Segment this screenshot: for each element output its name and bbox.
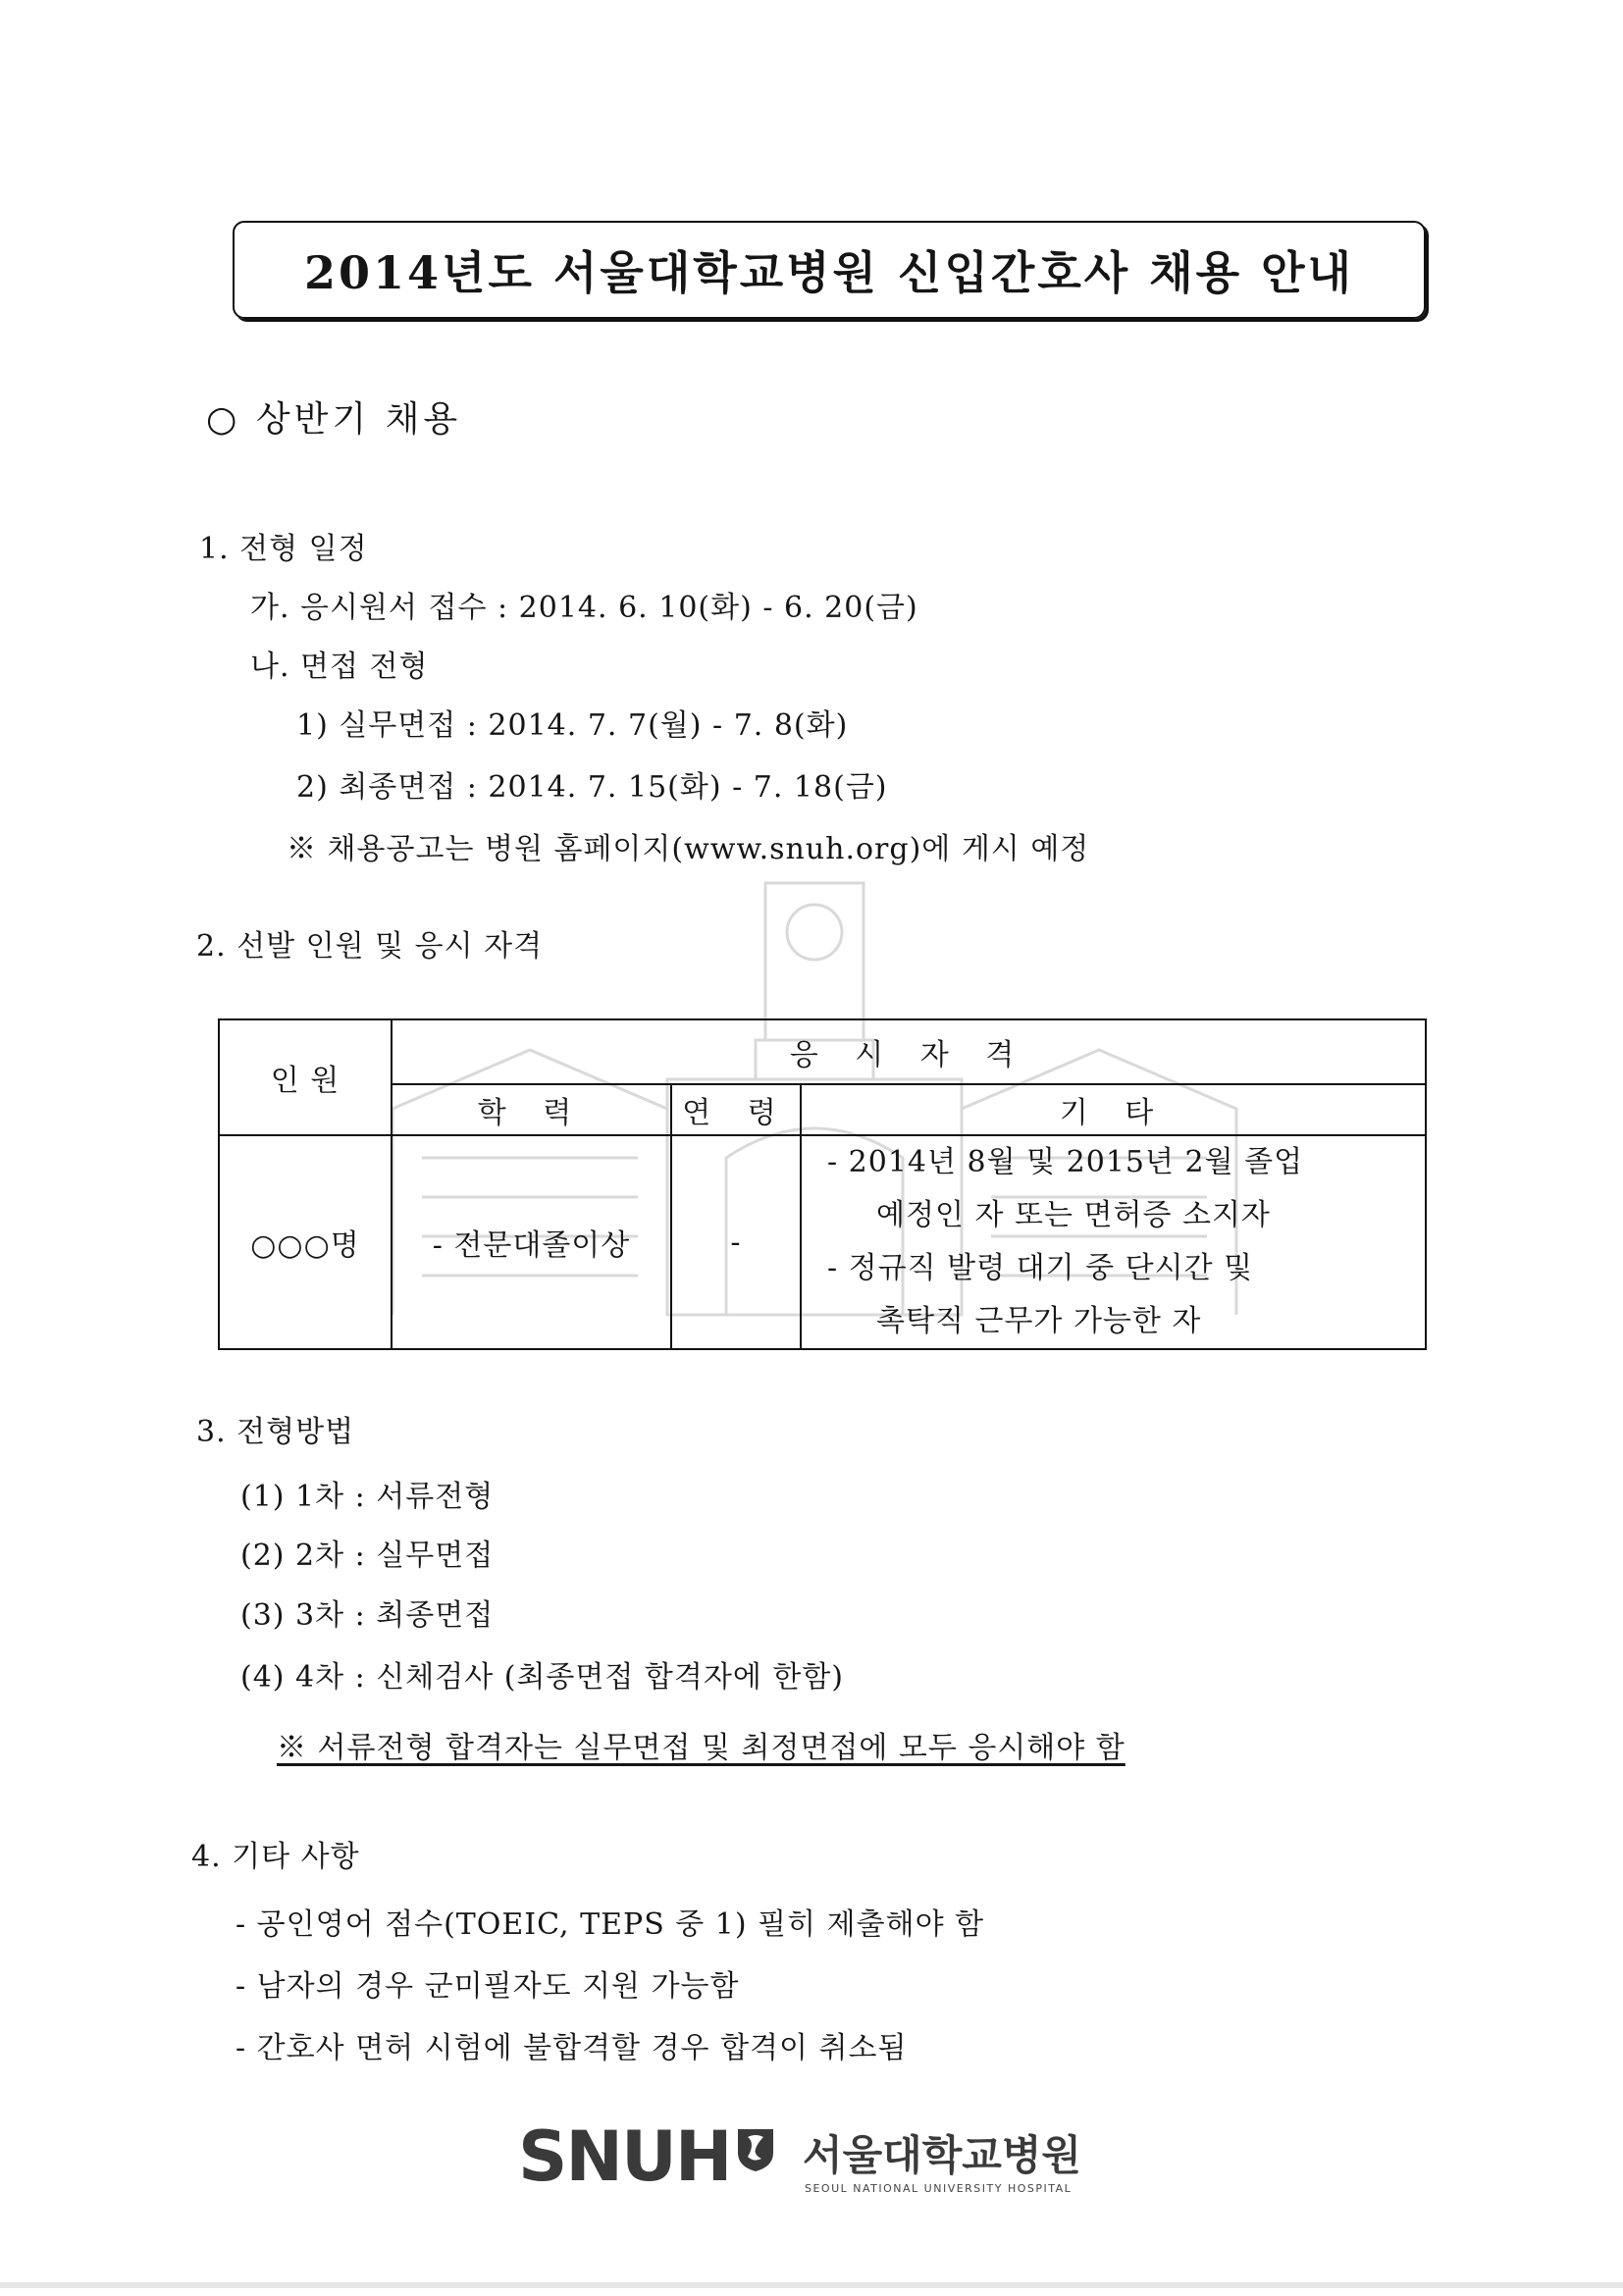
- section-heading: ○ 상반기 채용: [206, 399, 462, 440]
- header-education: 학 력: [392, 1084, 671, 1135]
- scan-edge-divider: [0, 2282, 1623, 2288]
- header-other: 기 타: [801, 1084, 1426, 1135]
- method-heading: 3. 전형방법: [196, 1415, 355, 1449]
- misc-heading: 4. 기타 사항: [191, 1840, 360, 1874]
- qualification-table: [218, 1018, 1427, 1350]
- logo-korean-name: 서울대학교병원: [803, 2131, 1082, 2179]
- age-cell: -: [671, 1135, 801, 1349]
- snuh-emblem-icon: [736, 2127, 775, 2172]
- table-row: [219, 1135, 1426, 1349]
- method-step: (2) 2차 : 실무면접: [240, 1539, 495, 1573]
- page-title: 2014년도 서울대학교병원 신입간호사 채용 안내: [304, 246, 1354, 299]
- other-line: - 정규직 발령 대기 중 단시간 및: [827, 1251, 1254, 1285]
- other-cell: [801, 1135, 1426, 1349]
- posting-notice: ※ 채용공고는 병원 홈페이지(www.snuh.org)에 게시 예정: [287, 832, 1090, 866]
- final-interview-date: 2) 최종면접 : 2014. 7. 15(화) - 7. 18(금): [296, 770, 888, 805]
- interview-heading: 나. 면접 전형: [250, 650, 429, 684]
- header-age: 연 령: [671, 1084, 801, 1135]
- method-step: (4) 4차 : 신체검사 (최종면접 합격자에 한함): [240, 1660, 845, 1695]
- misc-item: - 간호사 면허 시험에 불합격할 경우 합격이 취소됨: [236, 2031, 908, 2065]
- misc-item: - 공인영어 점수(TOEIC, TEPS 중 1) 필히 제출해야 함: [236, 1907, 985, 1942]
- method-note: ※ 서류전형 합격자는 실무면접 및 최정면접에 모두 응시해야 함: [277, 1731, 1126, 1765]
- header-headcount: 인 원: [219, 1019, 392, 1135]
- application-period: 가. 응시원서 접수 : 2014. 6. 10(화) - 6. 20(금): [250, 591, 918, 625]
- method-step: (1) 1차 : 서류전형: [240, 1480, 495, 1514]
- logo-english-name: SEOUL NATIONAL UNIVERSITY HOSPITAL: [805, 2182, 1073, 2195]
- other-line: 예정인 자 또는 면허증 소지자: [876, 1198, 1271, 1232]
- practical-interview-date: 1) 실무면접 : 2014. 7. 7(월) - 7. 8(화): [296, 708, 849, 743]
- schedule-heading: 1. 전형 일정: [199, 532, 368, 566]
- logo-abbreviation: SNUH: [518, 2116, 731, 2197]
- education-cell: - 전문대졸이상: [392, 1135, 671, 1349]
- header-qualification: 응 시 자 격: [392, 1019, 1426, 1084]
- misc-item: - 남자의 경우 군미필자도 지원 가능함: [236, 1969, 740, 2004]
- hospital-logo: [518, 2116, 1082, 2208]
- other-line: 촉탁직 근무가 가능한 자: [876, 1304, 1202, 1338]
- headcount-cell: ○○○명: [219, 1135, 392, 1349]
- qualification-heading: 2. 선발 인원 및 응시 자격: [196, 929, 544, 964]
- method-step: (3) 3차 : 최종면접: [240, 1598, 495, 1633]
- other-line: - 2014년 8월 및 2015년 2월 졸업: [827, 1145, 1304, 1179]
- title-box: [233, 221, 1426, 319]
